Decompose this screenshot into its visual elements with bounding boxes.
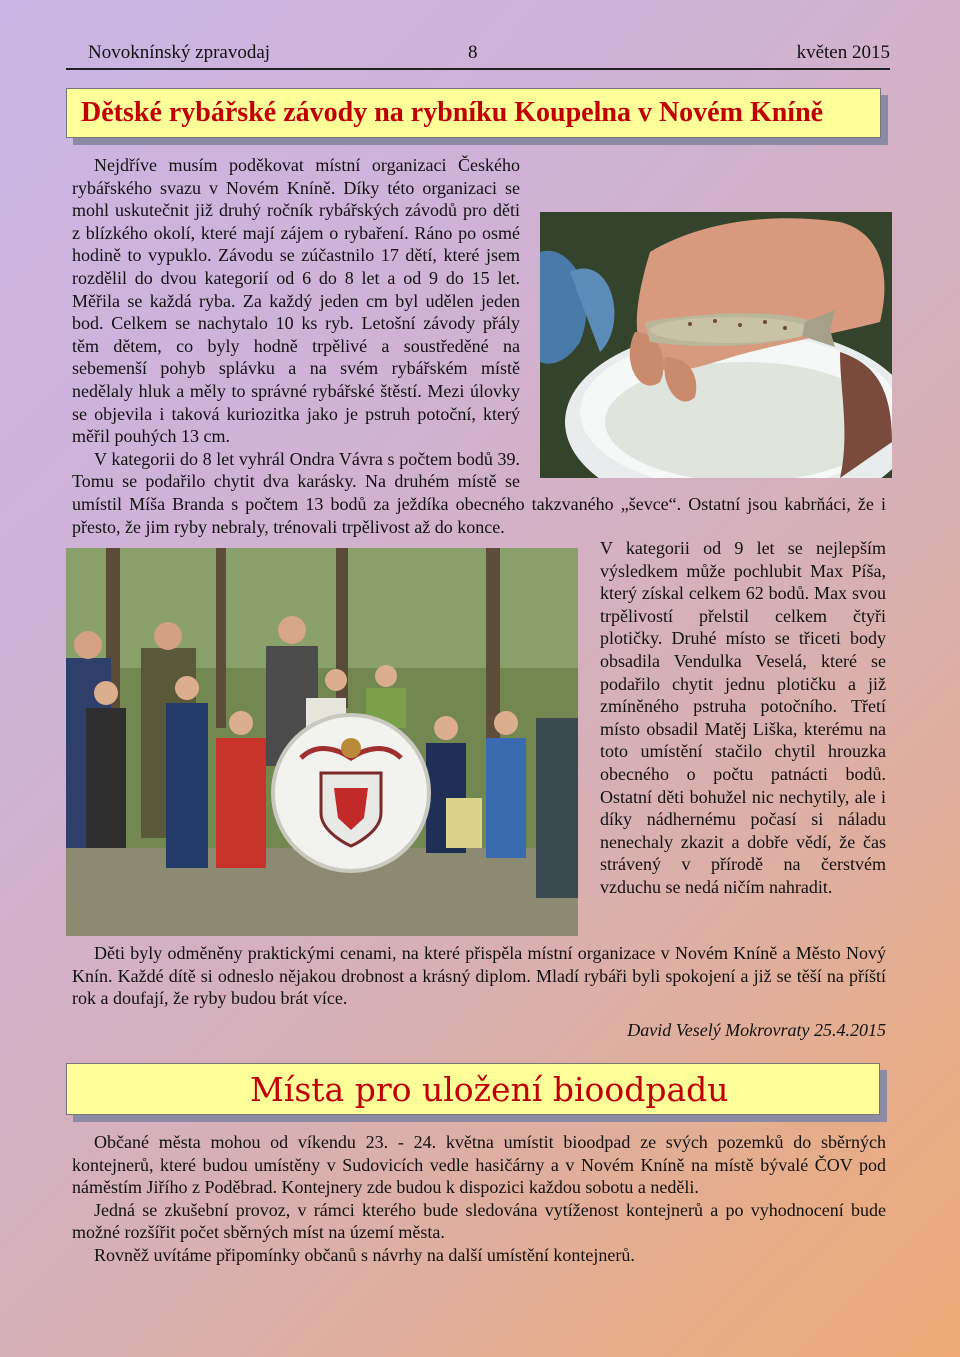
article1-body-bottom (72, 942, 886, 1010)
children-group-drawing (66, 548, 578, 936)
article1-paragraph-3: V kategorii od 9 let se nejlepším výsledkem může pochlubit Max Píša, který získal celkem 62 bodů. Max svou trpělivostí přelstil celkem čtyři plotičky. Druhé místo se třiceti body obsadila Vendulka Veselá, které se podařilo chytit jednu plotičku a již zmíněného pstruha potočního. Třetí místo obsadil Matěj Liška, kterému na toto umístění stačilo chytil hrouzka obecného o počtu patnácti bodů. Ostatní děti bohužel nic nechytily, ale i díky nádhernému počasí si náladu nenechaly zkazit a dobře vědí, že čas strávený v přírodě na čerstvém vzduchu se nedá ničím nahradit. (600, 538, 886, 897)
article1-signature: David Veselý Mokrovraty 25.4.2015 (627, 1020, 886, 1040)
publication-name: Novoknínský zpravodaj (88, 42, 271, 63)
article1-paragraph-1: Nejdříve musím poděkovat místní organizaci Českého rybářského svazu v Novém Kníně. Díky této organizaci se mohl uskutečnit již druhý ročník rybářských závodů pro děti z blízkého okolí, které mají zájem o rybaření. Ráno po osmé hodině to vypuklo. Závodu se zúčastnilo 17 dětí, které jsem rozdělil do dvou kategorií od 6 do 8 let a od 9 do 15 let. Měřila se každá ryba. Za každý jeden cm byl udělen jeden bod. Celkem se nachytalo 10 ks ryb. Letošní závody přály těm dětem, co byly hodně trpělivé a soustředěné na sebemenší pohyb splávku a na svém rybářském místě nedělaly hluk a měly to správné rybářské štěstí. Mezi úlovky se objevila i taková kuriozitka jako je pstruh potoční, který měřil pouhých 13 cm. (72, 155, 520, 447)
article2-body (72, 1131, 886, 1267)
children-group-photo (66, 548, 578, 936)
article2-paragraph-2: Jedná se zkušební provoz, v rámci kterého bude sledována vytíženost kontejnerů a po vyhodnocení bude možné rozšířit počet sběrných míst na území města. (72, 1199, 886, 1243)
article1-paragraph-2: V kategorii do 8 let vyhrál Ondra Vávra s počtem bodů 39. Tomu se podařilo chytit dva karásky. Na druhém místě se umístil Míša Branda s počtem 13 bodů za ježdíka obecného takzvaného „ševce“. Ostatní jsou kabrňáci, že i přesto, že jim ryby nebraly, trénovali trpělivost až do konce. (72, 448, 886, 537)
page-header (66, 42, 890, 70)
article1-title-box (66, 88, 881, 138)
article1-side-column (600, 537, 886, 899)
article1-title: Dětské rybářské závody na rybníku Koupelna v Novém Kníně (81, 97, 824, 128)
article1-body-top (72, 154, 886, 538)
article2-title: Místa pro uložení bioodpadu (250, 1070, 729, 1109)
issue-date: květen 2015 (796, 42, 890, 63)
article1-paragraph-4: Děti byly odměněny praktickými cenami, na které přispěla místní organizace v Novém Kníně a Město Nový Knín. Každé dítě si odneslo nějakou drobnost a krásný diplom. Mladí rybáři byli spokojení a již se těší na příští rok a doufají, že ryby budou brát více. (72, 943, 886, 1009)
article2-paragraph-1: Občané města mohou od víkendu 23. - 24. května umístit bioodpad ze svých pozemků do sběrných kontejnerů, které budou umístěny v Sudovicích vedle hasičárny a v Novém Kníně na místě bývalé ČOV pod náměstím Jiřího z Poděbrad. Kontejnery zde budou k dispozici každou sobotu a neděli. (72, 1132, 886, 1198)
page-number: 8 (468, 42, 478, 63)
article2-title-box (66, 1063, 880, 1115)
coat-of-arms-shield (273, 715, 429, 871)
article2-paragraph-3: Rovněž uvítáme připomínky občanů s návrhy na další umístění kontejnerů. (94, 1244, 635, 1265)
